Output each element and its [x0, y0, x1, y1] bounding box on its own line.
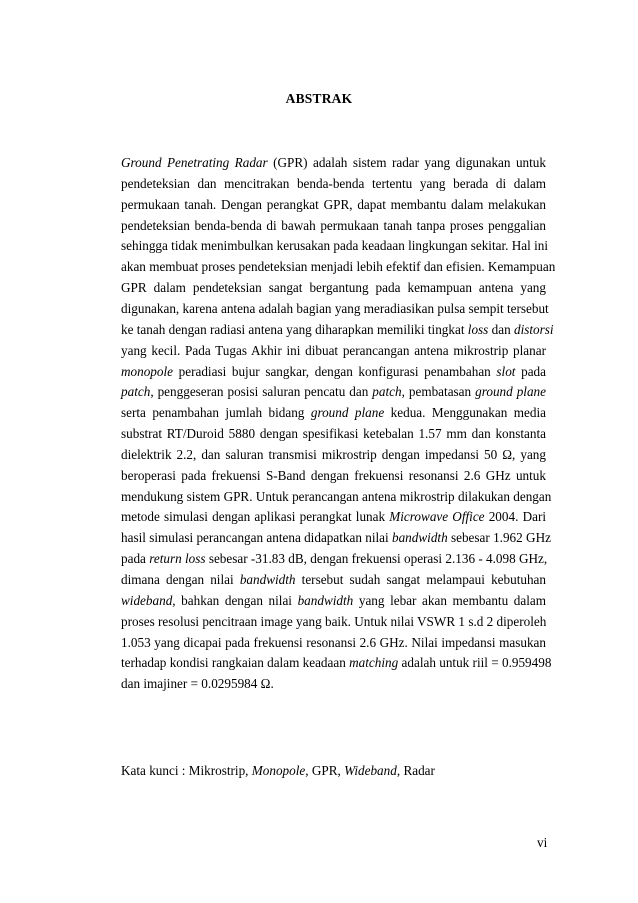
- text-run: serta penambahan jumlah bidang: [121, 405, 311, 421]
- italic-text: Microwave Office: [389, 509, 485, 525]
- italic-text: monopole: [121, 363, 174, 379]
- text-run: , pembatasan: [401, 384, 476, 400]
- keywords-line: [121, 763, 435, 779]
- text-run: yang lebar akan membantu dalam: [353, 592, 546, 608]
- abstract-line: [121, 197, 546, 213]
- abstract-line: [121, 530, 551, 546]
- text-run: sebesar 1.962 GHz: [447, 530, 551, 546]
- abstract-line: [121, 488, 552, 505]
- italic-text: return loss: [149, 551, 206, 567]
- text-run: 2004. Dari: [484, 509, 547, 525]
- text-run: proses resolusi pencitraan image yang baik. Untuk nilai VSWR 1 s.d 2 diperoleh: [121, 613, 547, 629]
- text-run: dimana dengan nilai: [121, 572, 240, 587]
- abstract-line: [121, 655, 552, 671]
- text-run: pendeteksian dan mencitrakan benda-benda tertentu yang berada di dalam: [121, 175, 546, 191]
- keyword-run: Wideband: [344, 763, 397, 778]
- text-run: pendeteksian benda-benda di bawah permukaan tanah tanpa proses penggalian: [121, 217, 546, 233]
- abstract-line: [121, 405, 546, 421]
- italic-text: loss: [467, 321, 489, 337]
- italic-text: slot: [496, 363, 516, 379]
- abstract-line: [121, 176, 546, 192]
- abstract-line: [121, 614, 546, 630]
- text-run: GPR dalam pendeteksian sangat bergantung pada kemampuan antena yang: [121, 280, 546, 296]
- abstract-line: [121, 509, 546, 525]
- italic-text: patch: [372, 384, 402, 400]
- italic-text: bandwidth: [239, 572, 296, 587]
- italic-text: distorsi: [513, 321, 554, 337]
- italic-text: wideband: [121, 592, 173, 608]
- italic-text: ground plane: [310, 405, 385, 421]
- abstract-line: [121, 635, 546, 651]
- abstract-line: [121, 259, 556, 275]
- text-run: metode simulasi dengan aplikasi perangkat lunak: [121, 509, 390, 525]
- keyword-run: , Radar: [396, 763, 435, 778]
- abstract-line: [121, 426, 546, 442]
- text-run: substrat RT/Duroid 5880 dengan spesifikasi ketebalan 1.57 mm dan konstanta: [121, 426, 546, 442]
- page-number: vi: [537, 835, 548, 850]
- text-run: dan imajiner = 0.0295984 Ω.: [121, 676, 274, 692]
- abstract-line: [121, 447, 546, 463]
- italic-text: Ground Penetrating Radar: [121, 155, 268, 170]
- abstract-line: [121, 384, 546, 400]
- abstract-line: [121, 364, 546, 380]
- text-run: dielektrik 2.2, dan saluran transmisi mikrostrip dengan impedansi 50 Ω, yang: [121, 446, 546, 462]
- text-run: dan: [488, 321, 514, 337]
- abstract-line: [121, 155, 546, 171]
- abstract-line: [121, 572, 546, 588]
- text-run: terhadap kondisi rangkaian dalam keadaan: [121, 655, 350, 671]
- text-run: , penggeseran posisi saluran pencatu dan: [150, 384, 373, 400]
- text-run: peradiasi bujur sangkar, dengan konfigurasi penambahan: [173, 363, 497, 379]
- keyword-run: , GPR,: [305, 763, 345, 778]
- text-run: 1.053 yang dicapai pada frekuensi resonansi 2.6 GHz. Nilai impedansi masukan: [121, 634, 546, 650]
- text-run: (GPR) adalah sistem radar yang digunakan untuk: [267, 155, 546, 170]
- abstract-line: [121, 280, 546, 296]
- abstract-line: [121, 300, 549, 317]
- abstract-line: [121, 676, 546, 692]
- text-run: beroperasi pada frekuensi S-Band dengan frekuensi resonansi 2.6 GHz untuk: [121, 467, 546, 483]
- abstract-line: [121, 593, 546, 609]
- abstract-line: [121, 321, 554, 338]
- text-run: mendukung sistem GPR. Untuk perancangan antena mikrostrip dilakukan dengan: [121, 488, 552, 504]
- abstract-line: [121, 218, 546, 234]
- keyword-run: Kata kunci : Mikrostrip,: [121, 763, 252, 778]
- text-run: ke tanah dengan radiasi antena yang diharapkan memiliki tingkat: [121, 321, 468, 337]
- italic-text: bandwidth: [297, 592, 354, 608]
- abstract-line: [121, 551, 546, 567]
- text-run: sehingga tidak menimbulkan kerusakan pada keadaan lingkungan sekitar. Hal ini: [121, 238, 549, 254]
- text-run: sebesar -31.83 dB, dengan frekuensi operasi 2.136 - 4.098 GHz,: [205, 551, 548, 567]
- abstract-line: [121, 343, 546, 359]
- abstract-line: [121, 468, 546, 484]
- text-run: permukaan tanah. Dengan perangkat GPR, dapat membantu dalam melakukan: [121, 196, 546, 212]
- abstract-title: ABSTRAK: [285, 91, 353, 106]
- text-run: adalah untuk riil = 0.959498: [398, 655, 552, 671]
- italic-text: matching: [349, 655, 399, 671]
- text-run: yang kecil. Pada Tugas Akhir ini dibuat perancangan antena mikrostrip planar: [121, 342, 546, 358]
- abstract-line: [121, 238, 549, 254]
- text-run: pada: [515, 363, 546, 379]
- italic-text: patch: [121, 384, 151, 400]
- text-run: kedua. Menggunakan media: [384, 405, 546, 421]
- italic-text: bandwidth: [391, 530, 448, 546]
- italic-text: ground plane: [475, 384, 546, 400]
- text-run: akan membuat proses pendeteksian menjadi lebih efektif dan efisien. Kemampuan: [121, 259, 556, 275]
- text-run: , bahkan dengan nilai: [172, 592, 298, 608]
- text-run: digunakan, karena antena adalah bagian yang meradiasikan pulsa sempit tersebut: [121, 300, 549, 316]
- text-run: tersebut sudah sangat melampaui kebutuhan: [295, 572, 546, 587]
- text-run: hasil simulasi perancangan antena didapatkan nilai: [121, 530, 392, 546]
- text-run: pada: [121, 551, 150, 567]
- keyword-run: Monopole: [251, 763, 306, 778]
